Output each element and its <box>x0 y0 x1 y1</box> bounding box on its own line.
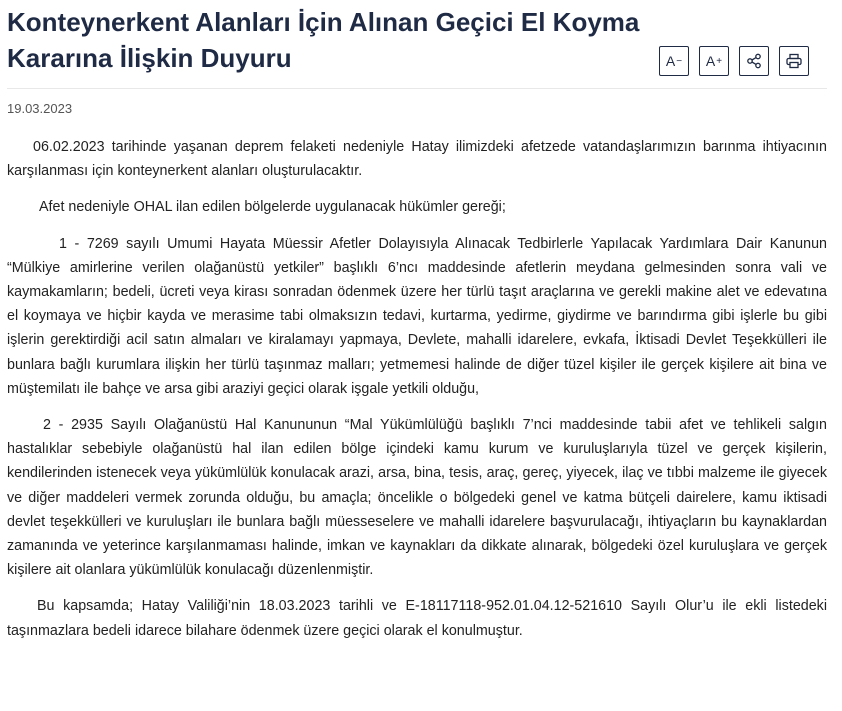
share-button[interactable] <box>739 46 769 76</box>
plus-sup: + <box>716 55 723 67</box>
header-divider <box>7 88 827 89</box>
page-title: Konteynerkent Alanları İçin Alınan Geçici El Koyma Kararına İlişkin Duyuru <box>7 7 640 73</box>
minus-sup: − <box>676 55 683 67</box>
paragraph-item-2: 2 - 2935 Sayılı Olağanüstü Hal Kanununun “Mal Yükümlülüğü başlıklı 7’nci maddesinde tabii afet ve tehlikeli salgın hastalıklar sebebiyle olağanüstü hal ilan edilen bölge içindeki kamu kurum ve kuruluşlarıyla tüzel ve gerçek kişilerin, kendilerinden istenecek veya yükümlülük konulacak arazi, arsa, bina, tesis, araç, gereç, yiyecek, ilaç ve tıbbi malzeme ile giyecek ve diğer maddeleri vermek zorunda olduğu, bu amaçla; öncelikle o bölgedeki genel ve katma bütçeli dairelere, kamu iktisadi devlet teşekkülleri ve kuruluşları ile bunlara bağlı müesseselere ve mahalli idarelere başvurulacağı, ihtiyaçların bu kaynaklardan zamanında ve yeterince karşılanmaması halinde, imkan ve kaynakları da dikkate alınarak, bölgedeki özel kuruluşlara ve gerçek kişilere ait olanlara yükümlülük konulacağı düzenlenmiştir. <box>7 417 827 579</box>
paragraph-conclusion: Bu kapsamda; Hatay Valiliği’nin 18.03.2023 tarihli ve E-18117118-952.01.04.12-521610 Sayılı Olur’u ile ekli listedeki taşınmazlara bedeli idarece bilahare ödenmek üzere geçici olarak el konulmuştur. <box>7 598 827 639</box>
font-increase-label: A <box>705 53 716 69</box>
paragraph-provisions: Afet nedeniyle OHAL ilan edilen bölgelerde uygulanacak hükümler gereği; <box>39 199 506 216</box>
font-decrease-button[interactable] <box>659 46 689 76</box>
paragraph-item-1: 1 - 7269 sayılı Umumi Hayata Müessir Afetler Dolayısıyla Alınacak Tedbirlerle Yapılacak Yardımlara Dair Kanunun “Mülkiye amirlerine verilen olağanüstü yetkiler” başlıklı 6’ncı maddesinde afetlerin meydana gelmesinden sonra vali ve kaymakamların; bedeli, ücreti veya kirası sonradan ödenmek üzere her türlü taşıt araçlarına ve gerekli makine alet ve edevatına el koymaya ve hiçbir kayda ve merasime tabi olmaksızın tedavi, kurtarma, yedirme, giydirme ve barındırma gibi işlerle bu gibi işlerin gerektirdiği acil satın almaları ve kiralamayı yapmaya, Devlete, mahalli idarelere, evkafa, İktisadi Devlet Teşekkülleri ile bunlara bağlı kurumlara ilişkin her türlü taşınmaz malları; yetmemesi halinde de diğer tüzel kişiler ile gerçek kişilere ait bina ve müştemilatı ile bahçe ve arsa gibi araziyi geçici olarak işgale yetkili olduğu, <box>7 235 827 397</box>
article-body <box>7 135 827 655</box>
publish-date: 19.03.2023 <box>7 101 73 116</box>
share-icon <box>746 53 762 69</box>
article-toolbar <box>659 46 809 76</box>
font-decrease-label: A <box>665 53 676 69</box>
paragraph-intro: 06.02.2023 tarihinde yaşanan deprem felaketi nedeniyle Hatay ilimizdeki afetzede vatandaşlarımızın barınma ihtiyacının karşılanması için konteynerkent alanları oluşturulacaktır. <box>7 139 827 180</box>
font-increase-button[interactable] <box>699 46 729 76</box>
print-button[interactable] <box>779 46 809 76</box>
printer-icon <box>785 53 803 69</box>
